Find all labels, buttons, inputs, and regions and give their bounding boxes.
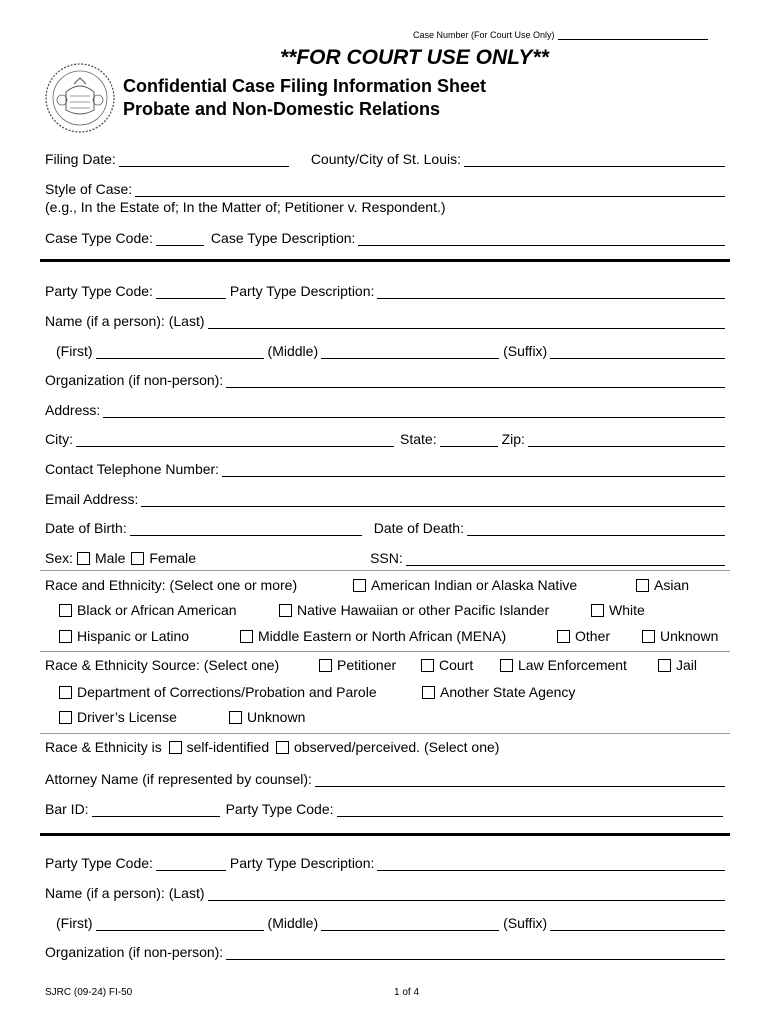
race-unknown-checkbox[interactable] [642,630,655,643]
phone-field[interactable] [222,461,725,477]
dob-label: Date of Birth: [45,520,127,536]
party2-suffix-field[interactable] [550,915,725,931]
section-divider [40,259,730,262]
another-state-label: Another State Agency [440,684,576,700]
race-asian[interactable] [636,577,689,593]
race-unknown-label: Unknown [660,628,719,644]
source-unknown[interactable] [229,709,305,725]
petitioner-label: Petitioner [337,657,397,673]
style-of-case-label: Style of Case: [45,181,133,197]
party2-type-code-label: Party Type Code: [45,855,153,871]
party2-suffix-label: (Suffix) [503,915,548,931]
hispanic-checkbox[interactable] [59,630,72,643]
city-label: City: [45,431,73,447]
case-number-field[interactable] [558,30,708,40]
party2-type-code-field[interactable] [156,855,226,871]
white-checkbox[interactable] [591,604,604,617]
other-label: Other [575,628,611,644]
city-row [45,427,725,447]
name-last-field[interactable] [208,313,726,329]
party-type-code-label: Party Type Code: [45,283,153,299]
race-other[interactable] [557,628,610,644]
black-checkbox[interactable] [59,604,72,617]
white-label: White [609,602,645,618]
race-american-indian[interactable] [353,577,577,593]
party2-type-desc-label: Party Type Description: [229,855,375,871]
first-field[interactable] [96,343,264,359]
black-label: Black or African American [77,602,237,618]
middle-field[interactable] [321,343,499,359]
filing-date-field[interactable] [119,151,289,167]
female-option[interactable] [131,550,196,566]
dob-row [45,516,725,536]
case-type-code-field[interactable] [156,230,204,246]
observed-label: observed/perceived. (Select one) [294,739,500,755]
other-checkbox[interactable] [557,630,570,643]
attorney-label: Attorney Name (if represented by counsel): [45,771,312,787]
case-type-row [45,226,725,246]
jail-label: Jail [676,657,698,673]
male-label: Male [95,550,126,566]
email-field[interactable] [141,491,725,507]
bar-id-row [45,797,723,817]
race-label: Race and Ethnicity: (Select one or more) [45,577,298,593]
jail-checkbox[interactable] [658,659,671,672]
name-last-label: Name (if a person): (Last) [45,313,205,329]
asian-checkbox[interactable] [636,579,649,592]
party2-name-last-row [45,881,725,901]
law-enforcement-checkbox[interactable] [500,659,513,672]
source-unknown-checkbox[interactable] [229,711,242,724]
doc-label: Department of Corrections/Probation and Parole [77,684,377,700]
dob-field[interactable] [130,520,362,536]
case-type-desc-field[interactable] [358,230,725,246]
ssn-label: SSN: [370,550,403,566]
drivers-license-label: Driver’s License [77,709,177,725]
ssn-field[interactable] [406,550,725,566]
party2-first-field[interactable] [96,915,264,931]
attorney-party-type-code-field[interactable] [337,801,724,817]
hawaiian-label: Native Hawaiian or other Pacific Islander [297,602,550,618]
hawaiian-checkbox[interactable] [279,604,292,617]
race-divider-bottom [40,733,730,734]
party2-name-first-row [56,911,725,931]
hispanic-label: Hispanic or Latino [77,628,190,644]
drivers-license-checkbox[interactable] [59,711,72,724]
name-first-row [56,339,725,359]
style-of-case-row [45,177,725,197]
american-indian-label: American Indian or Alaska Native [371,577,578,593]
source-petitioner[interactable] [319,657,396,673]
party-divider [40,833,730,836]
party-type-desc-label: Party Type Description: [229,283,375,299]
style-of-case-example: (e.g., In the Estate of; In the Matter of; Petitioner v. Respondent.) [45,199,446,215]
petitioner-checkbox[interactable] [319,659,332,672]
organization-row [45,368,725,388]
male-option[interactable] [77,550,125,566]
organization-field[interactable] [226,372,725,388]
race-hawaiian[interactable] [279,602,549,618]
phone-row [45,457,725,477]
mena-label: Middle Eastern or North African (MENA) [258,628,507,644]
party2-name-last-field[interactable] [208,885,726,901]
source-court[interactable] [421,657,473,673]
address-row [45,398,725,418]
sex-label: Sex: [45,550,74,566]
county-field[interactable] [464,151,725,167]
party2-middle-label: (Middle) [267,915,319,931]
name-last-row [45,309,725,329]
organization-label: Organization (if non-person): [45,372,224,388]
suffix-field[interactable] [550,343,725,359]
source-jail[interactable] [658,657,697,673]
style-of-case-field[interactable] [135,181,725,197]
zip-field[interactable] [528,431,725,447]
party2-type-desc-field[interactable] [377,855,725,871]
attorney-row [45,767,725,787]
source-another-state[interactable] [422,684,575,700]
party2-middle-field[interactable] [321,915,499,931]
suffix-label: (Suffix) [503,343,548,359]
form-title-line1: Confidential Case Filing Information Sheet [123,76,487,96]
first-label: (First) [56,343,93,359]
court-use-banner: **FOR COURT USE ONLY** [280,46,549,69]
case-type-desc-label: Case Type Description: [210,230,356,246]
party2-type-row [45,851,725,871]
court-label: Court [439,657,474,673]
source-unknown-label: Unknown [247,709,306,725]
case-type-code-label: Case Type Code: [45,230,153,246]
email-label: Email Address: [45,491,139,507]
party2-first-label: (First) [56,915,93,931]
race-divider-top [40,570,730,571]
doc-checkbox[interactable] [59,686,72,699]
county-label: County/City of St. Louis: [310,151,461,167]
female-checkbox[interactable] [131,552,144,565]
another-state-checkbox[interactable] [422,686,435,699]
self-identified-checkbox[interactable] [169,741,182,754]
state-field[interactable] [440,431,498,447]
source-doc[interactable] [59,684,377,700]
race-unknown[interactable] [642,628,718,644]
race-ethnicity-is-label: Race & Ethnicity is [45,739,162,755]
state-label: State: [400,431,437,447]
source-law-enforcement[interactable] [500,657,627,673]
zip-label: Zip: [501,431,525,447]
race-white[interactable] [591,602,645,618]
source-label: Race & Ethnicity Source: (Select one) [45,657,280,673]
court-checkbox[interactable] [421,659,434,672]
phone-label: Contact Telephone Number: [45,461,220,477]
email-row [45,487,725,507]
asian-label: Asian [654,577,690,593]
american-indian-checkbox[interactable] [353,579,366,592]
bar-id-field[interactable] [92,801,220,817]
case-number-header [413,30,708,40]
dod-label: Date of Death: [373,520,464,536]
party2-organization-label: Organization (if non-person): [45,944,224,960]
race-black[interactable] [59,602,237,618]
party2-name-last-label: Name (if a person): (Last) [45,885,205,901]
race-mena[interactable] [240,628,506,644]
party2-organization-row [45,940,725,960]
party-type-desc-field[interactable] [377,283,725,299]
address-label: Address: [45,402,101,418]
male-checkbox[interactable] [77,552,90,565]
party-type-code-field[interactable] [156,283,226,299]
party-type-row [45,279,725,299]
dod-field[interactable] [467,520,725,536]
attorney-field[interactable] [315,771,725,787]
address-field[interactable] [103,402,725,418]
female-label: Female [149,550,197,566]
bar-id-label: Bar ID: [45,801,89,817]
identification-row [45,739,499,755]
attorney-party-type-code-label: Party Type Code: [225,801,334,817]
mena-checkbox[interactable] [240,630,253,643]
race-hispanic[interactable] [59,628,189,644]
law-enforcement-label: Law Enforcement [518,657,627,673]
city-field[interactable] [76,431,394,447]
filing-date-label: Filing Date: [45,151,116,167]
case-number-label: Case Number (For Court Use Only) [413,30,555,40]
state-seal [44,62,116,134]
filing-date-row [45,147,725,167]
middle-label: (Middle) [267,343,319,359]
party2-organization-field[interactable] [226,944,725,960]
race-divider-mid [40,651,730,652]
page-number: 1 of 4 [394,987,420,998]
sex-ssn-row [45,546,725,566]
observed-checkbox[interactable] [276,741,289,754]
self-identified-label: self-identified [186,739,270,755]
form-id: SJRC (09-24) FI-50 [45,987,133,998]
source-drivers-license[interactable] [59,709,177,725]
form-title-line2: Probate and Non-Domestic Relations [123,99,441,119]
